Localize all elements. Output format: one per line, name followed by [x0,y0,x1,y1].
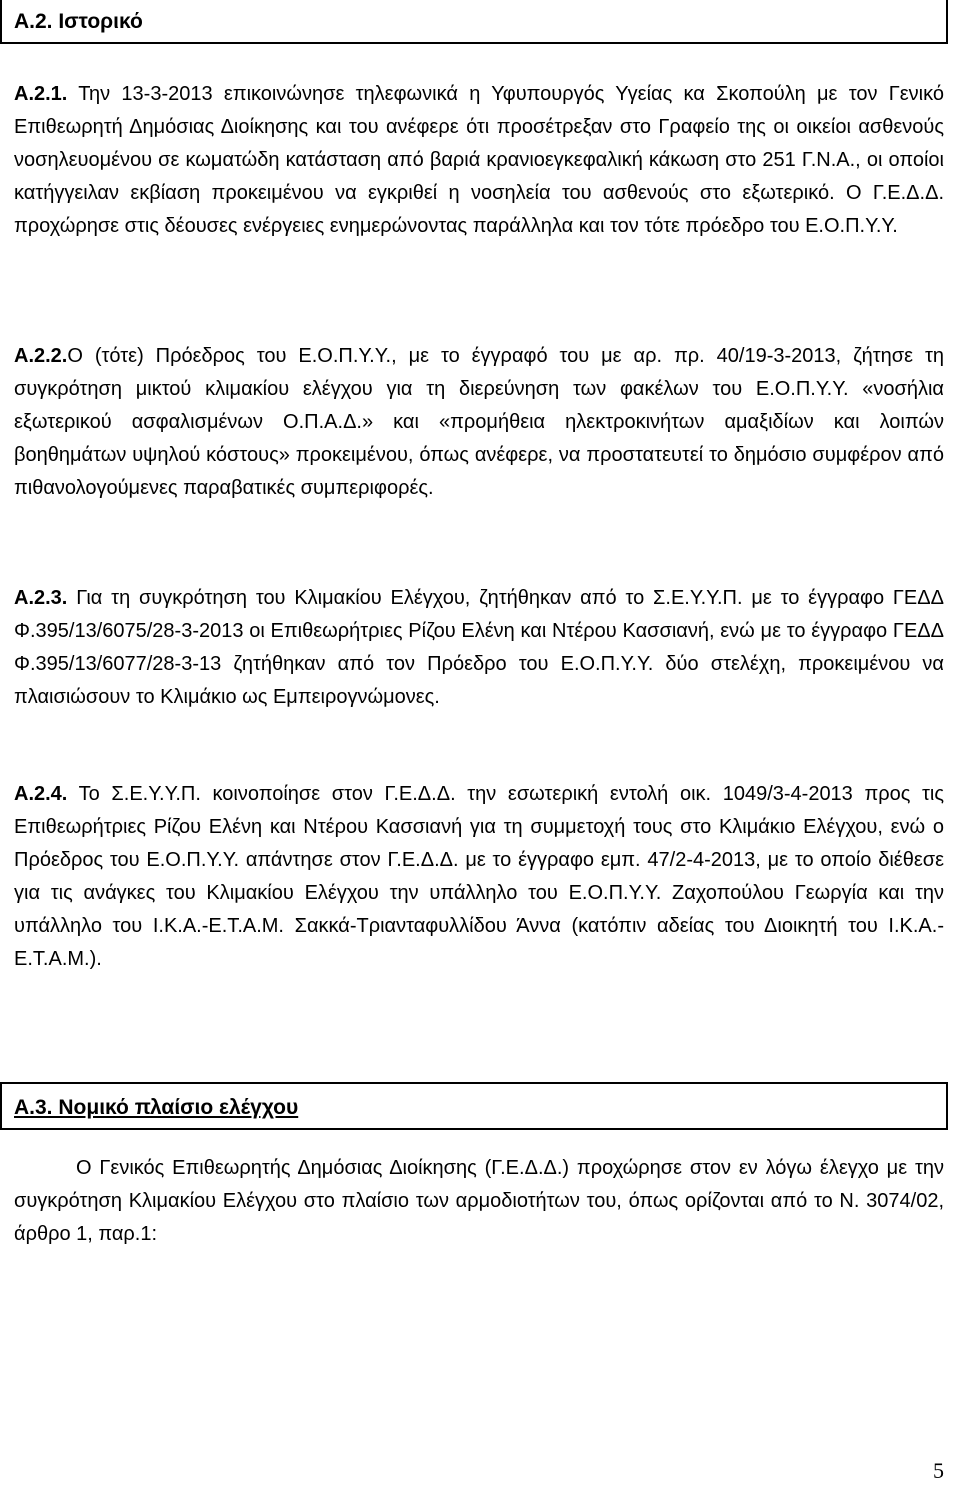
paragraph-number: Α.2.2. [14,345,68,367]
paragraph-text: Ο Γενικός Επιθεωρητής Δημόσιας Διοίκησης (Γ.Ε.Δ.Δ.) προχώρησε στον εν λόγω έλεγχο με την συγκρότηση Κλιμακίου Ελέγχου στο πλαίσιο των αρμοδιοτήτων του, όπως ορίζονται από το Ν. 3074/02, άρθρο 1, παρ.1: [14,1157,944,1245]
paragraph-text: Την 13-3-2013 επικοινώνησε τηλεφωνικά η Υφυπουργός Υγείας κα Σκοπούλη με τον Γενικό Επιθεωρητή Δημόσιας Διοίκησης και του ανέφερε ότι προσέτρεξαν στο Γραφείο της οι οικείοι ασθενούς νοσηλευομένου σε κωματώδη κατάσταση από βαριά κρανιοεγκεφαλική κάκωση στο 251 Γ.Ν.Α., οι οποίοι κατήγγειλαν εκβίαση προκειμένου να εγκριθεί η νοσηλεία του ασθενούς στο εξωτερικό. Ο Γ.Ε.Δ.Δ. προχώρησε στις δέουσες ενέργειες ενημερώνοντας παράλληλα και τον τότε πρόεδρο του Ε.Ο.Π.Υ.Υ. [14,83,945,237]
paragraph-number: Α.2.4. [14,783,68,805]
paragraph-a3-intro [14,1152,944,1251]
section-a2-heading-box [0,0,948,44]
paragraph-a2-3 [14,582,944,714]
paragraph-a2-4 [14,778,944,976]
paragraph-text: Για τη συγκρότηση του Κλιμακίου Ελέγχου, ζητήθηκαν από το Σ.Ε.Υ.Υ.Π. με το έγγραφο ΓΕΔΔ Φ.395/13/6075/28-3-2013 οι Επιθεωρήτριες Ρίζου Ελένη και Ντέρου Κασσιανή, ενώ με το έγγραφο ΓΕΔΔ Φ.395/13/6077/28-3-13 ζητήθηκαν από τον Πρόεδρο του Ε.Ο.Π.Υ.Υ. δύο στελέχη, προκειμένου να πλαισιώσουν το Κλιμάκιο ως Εμπειρογνώμονες. [14,587,944,708]
paragraph-a2-2 [14,340,944,505]
paragraph-text: Το Σ.Ε.Υ.Υ.Π. κοινοποίησε στον Γ.Ε.Δ.Δ. την εσωτερική εντολή οικ. 1049/3-4-2013 προς τις Επιθεωρήτριες Ρίζου Ελένη και Ντέρου Κασσιανή για τη συμμετοχή τους στο Κλιμάκιο Ελέγχου, ενώ ο Πρόεδρος του Ε.Ο.Π.Υ.Υ. απάντησε στον Γ.Ε.Δ.Δ. με το έγγραφο εμπ. 47/2-4-2013, με το οποίο διέθεσε για τις ανάγκες του Κλιμακίου Ελέγχου την υπάλληλο του Ε.Ο.Π.Υ.Υ. Ζαχοπούλου Γεωργία και την υπάλληλο του Ι.Κ.Α.-Ε.Τ.Α.Μ. Σακκά-Τριανταφυλλίδου Άννα (κατόπιν αδείας του Διοικητή του Ι.Κ.Α.-Ε.Τ.Α.Μ.). [14,783,944,970]
paragraph-a2-1 [14,78,944,243]
section-a2-heading: Α.2. Ιστορικό [14,10,143,33]
section-a3-heading: Α.3. Νομικό πλαίσιο ελέγχου [14,1096,299,1119]
paragraph-number: Α.2.1. [14,83,68,105]
paragraph-text: Ο (τότε) Πρόεδρος του Ε.Ο.Π.Υ.Υ., με το έγγραφό του με αρ. πρ. 40/19-3-2013, ζήτησε τη συγκρότηση μικτού κλιμακίου ελέγχου για τη διερεύνηση των φακέλων του Ε.Ο.Π.Υ.Υ. «νοσήλια εξωτερικού ασφαλισμένων Ο.Π.Α.Δ.» και «προμήθεια ηλεκτροκινήτων αμαξιδίων και λοιπών βοηθημάτων υψηλού κόστους» προκειμένου, όπως ανέφερε, να προστατευτεί το δημόσιο συμφέρον από πιθανολογούμενες παραβατικές συμπεριφορές. [14,345,944,499]
page-number: 5 [933,1458,944,1483]
section-a3-heading-box [0,1082,948,1130]
paragraph-number: Α.2.3. [14,587,68,609]
